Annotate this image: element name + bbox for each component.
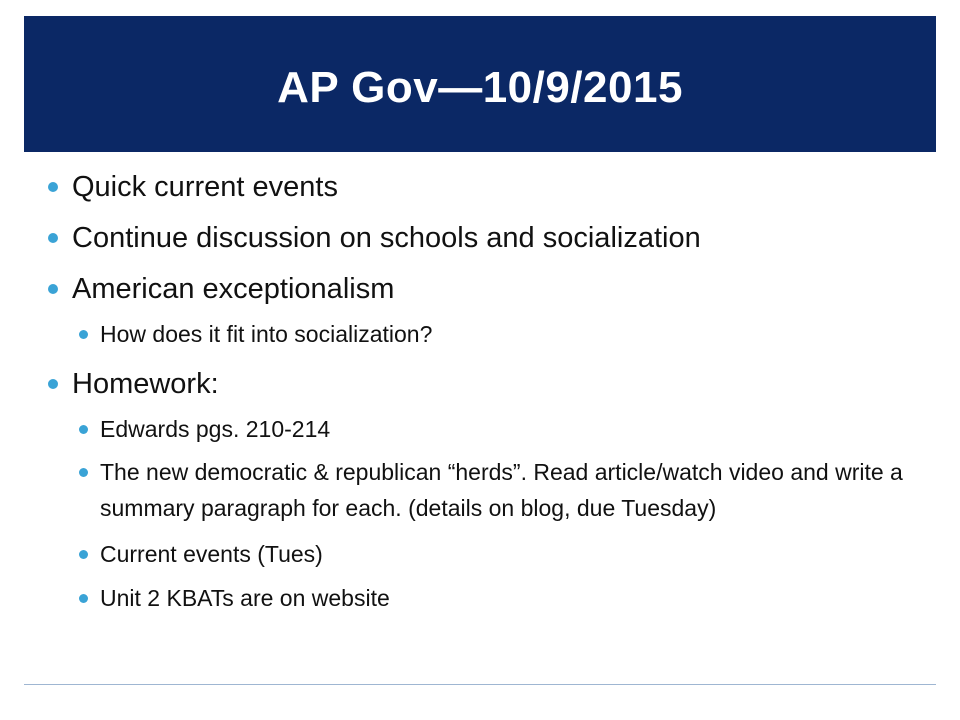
sub-bullet-item — [48, 454, 928, 526]
bullet-item — [48, 367, 928, 401]
bullet-text: Unit 2 KBATs are on website — [100, 585, 390, 611]
bullet-text: The new democratic & republican “herds”. Read article/watch video and write a summary paragraph for each. (details on blog, due Tuesday) — [100, 459, 903, 521]
bullet-dot-icon — [79, 468, 88, 477]
sub-bullet-item — [48, 583, 928, 614]
bullet-text: American exceptionalism — [72, 273, 395, 305]
bullet-dot-icon — [79, 330, 88, 339]
slide-title: AP Gov—10/9/2015 — [277, 63, 683, 112]
bullet-dot-icon — [79, 550, 88, 559]
bullet-dot-icon — [48, 182, 58, 192]
bullet-dot-icon — [48, 284, 58, 294]
bullet-item — [48, 272, 928, 306]
sub-bullet-item — [48, 539, 928, 570]
bullet-text: Continue discussion on schools and socialization — [72, 222, 701, 254]
bullet-list — [48, 164, 928, 614]
bullet-text: Homework: — [72, 368, 219, 400]
bullet-item — [48, 170, 928, 204]
bullet-item — [48, 221, 928, 255]
bullet-dot-icon — [79, 594, 88, 603]
sub-bullet-item — [48, 414, 928, 445]
bullet-dot-icon — [48, 233, 58, 243]
bullet-text: How does it fit into socialization? — [100, 321, 433, 347]
sub-bullet-item — [48, 319, 928, 350]
bullet-text: Current events (Tues) — [100, 541, 323, 567]
footer-divider — [24, 684, 936, 685]
bullet-text: Edwards pgs. 210-214 — [100, 416, 331, 442]
bullet-text: Quick current events — [72, 171, 338, 203]
bullet-dot-icon — [79, 425, 88, 434]
title-bar — [24, 16, 936, 152]
bullet-dot-icon — [48, 379, 58, 389]
